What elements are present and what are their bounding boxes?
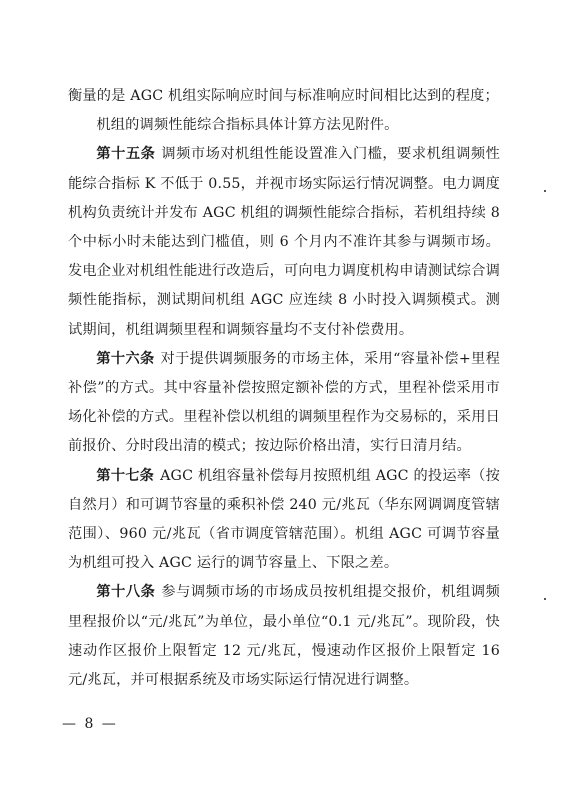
article-label: 第十八条 — [96, 584, 156, 601]
article-label: 第十七条 — [96, 467, 155, 484]
paragraph-text: 参与调频市场的市场成员按机组提交报价，机组调频里程报价以“元/兆瓦”为单位，最小单位“0.1 元/兆瓦”。现阶段，快速动作区报价上限暂定 12 元/兆瓦，慢速动作区报价上限暂定 16 元/兆瓦，并可根据系统及市场实际运行情况进行调整。 — [68, 584, 500, 689]
article-15 — [68, 140, 500, 344]
scan-mark — [544, 598, 546, 600]
paragraph-text: 对于提供调频服务的市场主体，采用“容量补偿+里程补偿”的方式。其中容量补偿按照定额补偿的方式，里程补偿采用市场化补偿的方式。里程补偿以机组的调频里程作为交易标的，采用日前报价、分时段出清的模式；按边际价格出清，实行日清月结。 — [68, 350, 500, 455]
paragraph-text: 衡量的是 AGC 机组实际响应时间与标准响应时间相比达到的程度； — [68, 88, 499, 104]
paragraph-method-reference — [68, 111, 500, 140]
paragraph-continuation — [68, 82, 500, 111]
article-18 — [68, 578, 500, 695]
paragraph-text: 调频市场对机组性能设置准入门槛，要求机组调频性能综合指标 K 不低于 0.55，并视市场实际运行情况调整。电力调度机构负责统计并发布 AGC 机组的调频性能综合指标，若机组持续 8 个中标小时未能达到门槛值，则 6 个月内不准许其参与调频市场。发电企业对机组性能进行改造后，可向电力调度机构申请测试综合调频性能指标，测试期间机组 AGC 应连续 8 小时投入调频模式。测试期间，机组调频里程和调频容量均不支付补偿费用。 — [68, 146, 500, 338]
scan-mark — [544, 190, 546, 192]
article-label: 第十六条 — [96, 350, 155, 367]
page-number: — 8 — — [62, 716, 118, 732]
article-label: 第十五条 — [96, 146, 156, 163]
document-body — [68, 82, 500, 695]
article-16 — [68, 345, 500, 462]
paragraph-text: 机组的调频性能综合指标具体计算方法见附件。 — [96, 117, 399, 134]
article-17 — [68, 462, 500, 579]
paragraph-text: AGC 机组容量补偿每月按照机组 AGC 的投运率（按自然月）和可调节容量的乘积补偿 240 元/兆瓦（华东网调调度管辖范围）、960 元/兆瓦（省市调度管辖范围）。机组 AGC 可调节容量为机组可投入 AGC 运行的调节容量上、下限之差。 — [68, 467, 500, 572]
